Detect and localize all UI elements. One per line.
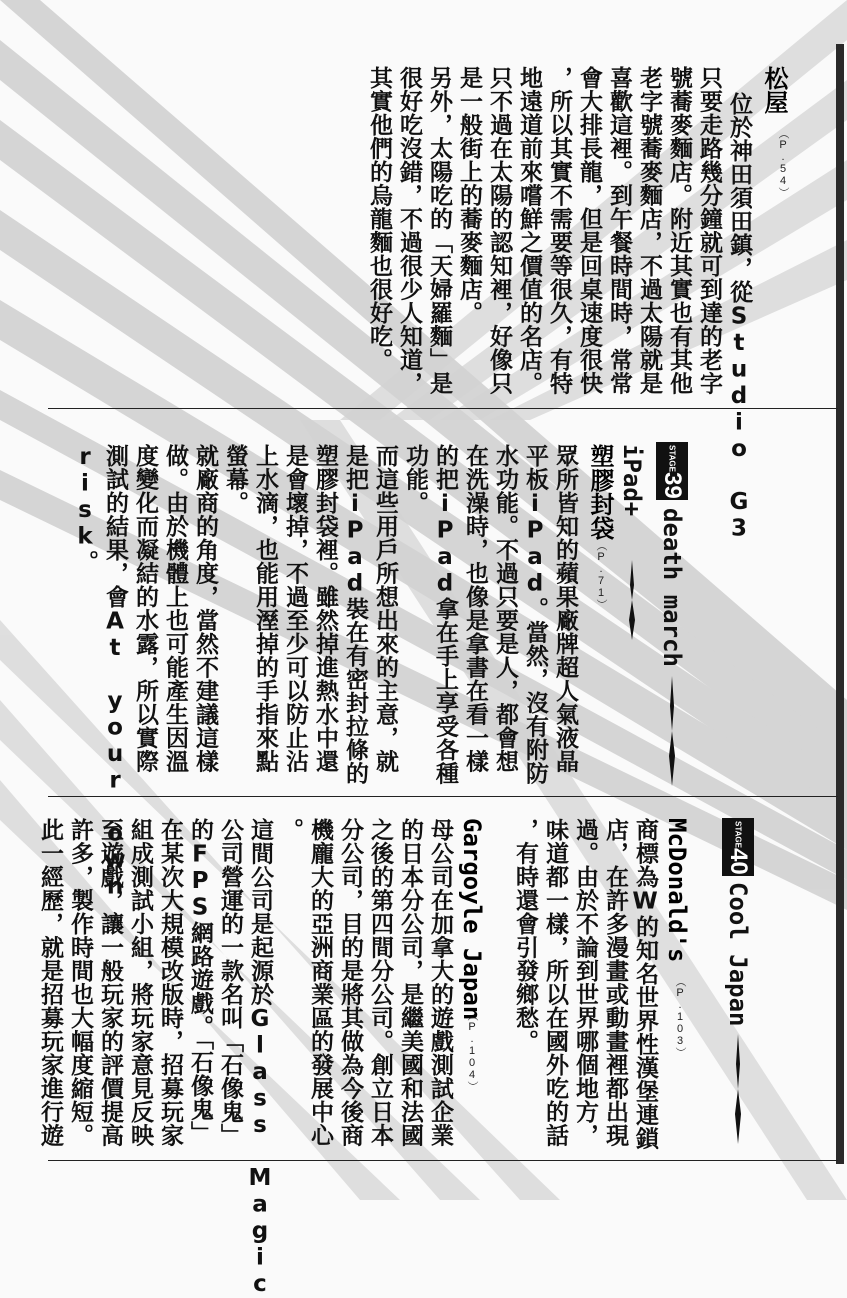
gargoyle-line: 的FPS網路遊戲。「石像鬼」 xyxy=(187,818,213,1145)
gargoyle-line: 。 xyxy=(277,818,303,842)
gargoyle-line: 在某次大規模改版時，招募玩家 xyxy=(157,818,183,1147)
gargoyle-line: 組成測試小組，將玩家意見反映 xyxy=(127,818,153,1147)
stage-39-line: 是會壞掉，不過至少可以防止沾 xyxy=(282,444,308,773)
stage-39-line: 度變化而凝結的水露，所以實際 xyxy=(132,444,158,773)
mcdonalds-line: 味道都一樣，所以在國外吃的話 xyxy=(542,818,568,1147)
matsuya-line: 另外，太陽吃的「天婦羅麵」是 xyxy=(426,66,452,395)
stage-40-badge xyxy=(722,818,754,876)
matsuya-line: 老字號蕎麥麵店，不過太陽就是 xyxy=(636,66,662,395)
section-divider-middle xyxy=(48,796,838,797)
stage-39-line: 眾所皆知的蘋果廠牌超人氣液晶 xyxy=(552,444,578,773)
stage-39-line: 平板iPad。當然，沒有附防 xyxy=(522,444,548,785)
stage-label: STAGE xyxy=(733,821,743,848)
gargoyle-line: 公司營運的一款名叫「石像鬼」 xyxy=(217,818,243,1147)
stage-39-badge xyxy=(656,442,688,500)
stage-39-line: 做。由於機體上也可能產生因溫 xyxy=(162,444,188,773)
stage-39-line: 就廠商的角度，當然不建議這樣 xyxy=(192,444,218,773)
matsuya-line: ，所以其實不需要等很久，有特 xyxy=(546,66,572,395)
gargoyle-line: 這間公司是起源於Glass Magic xyxy=(247,818,273,1298)
mcdonalds-line: 過。由於不論到世界哪個地方， xyxy=(572,818,598,1147)
stage-39-line: 測試的結果，會At your own xyxy=(102,444,128,900)
mcdonalds-heading: McDonald's xyxy=(663,818,691,963)
stage-40-title: Cool Japan xyxy=(724,882,752,1027)
stage-number: 39 xyxy=(659,471,686,499)
stage-39-line: risk。 xyxy=(72,444,98,574)
matsuya-line: 其實他們的烏龍麵也很好吃。 xyxy=(366,66,392,372)
gargoyle-line: 之後的第四間分公司。創立日本 xyxy=(367,818,393,1147)
ornament-divider-icon xyxy=(662,676,682,786)
gargoyle-line: 至遊戲，讓一般玩家的評價提高 xyxy=(97,818,123,1147)
section-divider-top xyxy=(48,408,838,409)
gargoyle-line: 母公司在加拿大的遊戲測試企業 xyxy=(427,818,453,1147)
gargoyle-line: 分公司，目的是將其做為今後商 xyxy=(337,818,363,1147)
matsuya-line: 號蕎麥麵店。附近其實也有其他 xyxy=(666,66,692,395)
matsuya-line: 只要走路幾分鐘就可到達的老字 xyxy=(696,66,722,395)
gargoyle-line: 的日本分公司，是繼美國和法國 xyxy=(397,818,423,1147)
gargoyle-line: 機龐大的亞洲商業區的發展中心 xyxy=(307,818,333,1147)
matsuya-line: 是一般街上的蕎麥麵店。 xyxy=(456,66,482,325)
mcdonalds-line: 店，在許多漫畫或動畫裡都出現 xyxy=(602,818,628,1147)
matsuya-line: 地遠道前來嚐鮮之價值的名店。 xyxy=(516,66,542,395)
stage-39-title: death march xyxy=(658,508,686,667)
section-divider-bottom xyxy=(48,1160,838,1161)
ornament-divider-icon xyxy=(622,560,642,640)
stage-39-heading: 塑膠封袋 xyxy=(586,444,614,540)
matsuya-line: 只不過在太陽的認知裡，好像只 xyxy=(486,66,512,395)
stage-label: STAGE xyxy=(667,445,677,472)
matsuya-line: 會大排長龍，但是回桌速度很快 xyxy=(576,66,602,395)
mcdonalds-page-ref: （P.103） xyxy=(674,976,686,1058)
stage-39-line: 是把iPad裝在有密封拉條的 xyxy=(342,444,368,785)
gargoyle-line: 此一經歷，就是招募玩家進行遊 xyxy=(37,818,63,1147)
mcdonalds-line: ，有時還會引發鄉愁。 xyxy=(512,818,538,1053)
matsuya-page-ref: （P.54） xyxy=(777,128,789,198)
mcdonalds-line: 商標為W的知名世界性漢堡連鎖 xyxy=(632,818,658,1150)
stage-39-line: 在洗澡時，也像是拿書在看一樣 xyxy=(462,444,488,773)
ornament-divider-icon xyxy=(728,1034,748,1144)
gargoyle-japan-heading: Gargoyle Japan xyxy=(458,818,486,1021)
stage-39-line: 功能。 xyxy=(402,444,428,515)
matsuya-heading: 松屋 xyxy=(760,66,788,114)
matsuya-line: 喜歡這裡。到午餐時間時，常常 xyxy=(606,66,632,395)
right-edge-bar xyxy=(836,44,844,1164)
stage-number: 40 xyxy=(725,847,752,875)
stage-39-line: 螢幕。 xyxy=(222,444,248,515)
stage-39-line: 而這些用戶所想出來的主意，就 xyxy=(372,444,398,773)
stage-39-line: 上水滴，也能用溼掉的手指來點 xyxy=(252,444,278,773)
stage-39-page-ref: （P.71） xyxy=(595,540,607,610)
stage-39-subtitle: iPad+ xyxy=(618,444,646,517)
stage-39-line: 塑膠封袋裡。雖然掉進熱水中還 xyxy=(312,444,338,773)
matsuya-line: 位於神田須田鎮，從Studio G3 xyxy=(726,92,752,542)
stage-39-line: 水功能。不過只要是人，都會想 xyxy=(492,444,518,773)
gargoyle-line: 許多，製作時間也大幅度縮短。 xyxy=(67,818,93,1147)
matsuya-line: 很好吃沒錯，不過很少人知道， xyxy=(396,66,422,395)
stage-39-line: 的把iPad拿在手上享受各種 xyxy=(432,444,458,785)
gargoyle-japan-page-ref: （P.104） xyxy=(466,1010,478,1092)
